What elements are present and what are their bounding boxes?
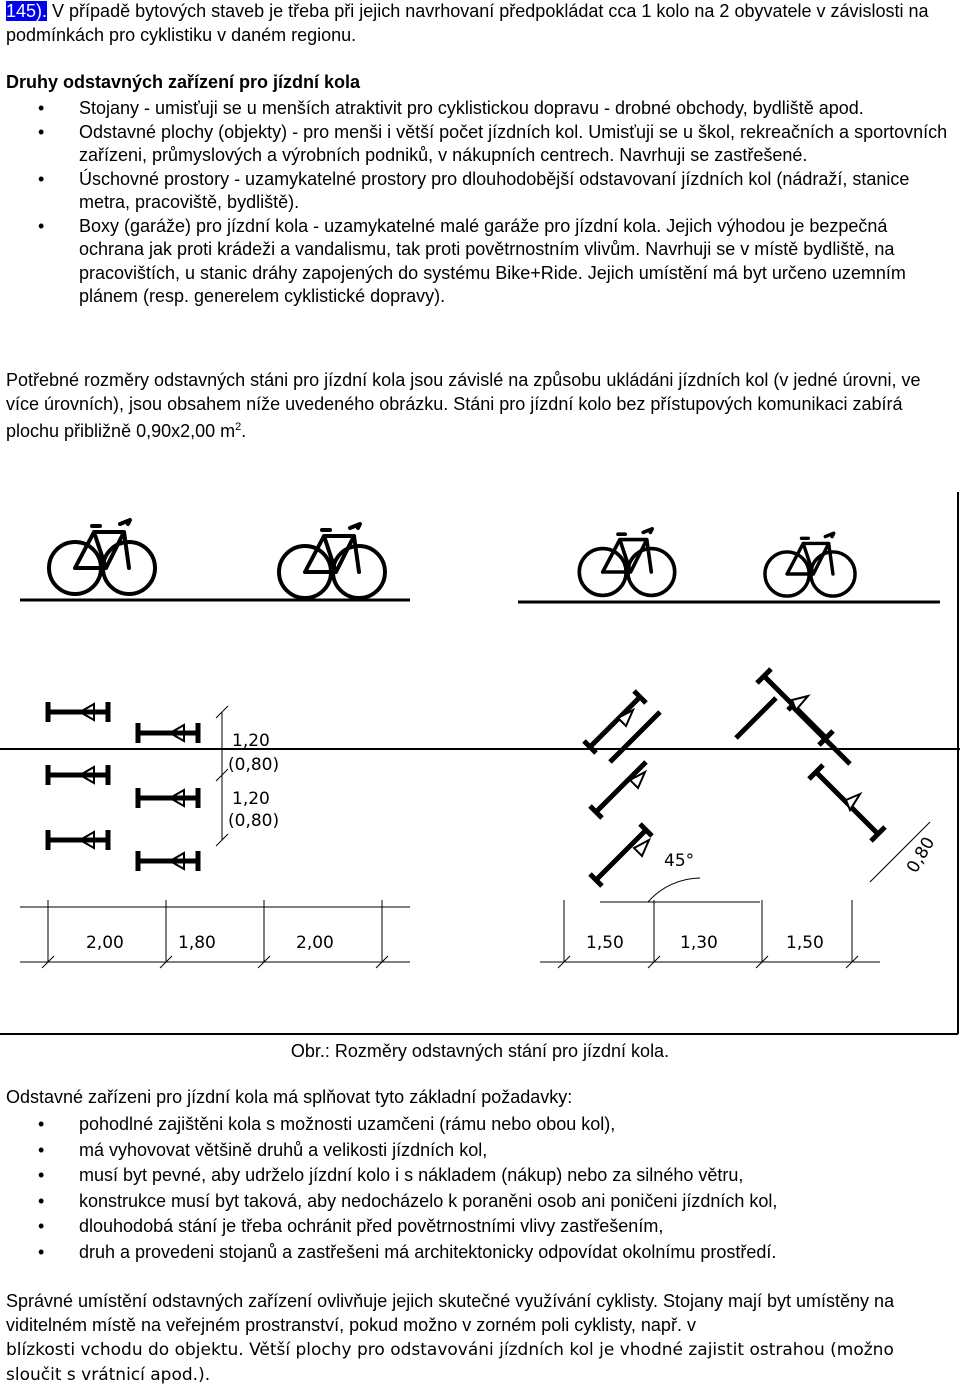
dim-label: 2,00 xyxy=(86,933,124,953)
item-number: 145). xyxy=(6,1,48,21)
requirements-intro: Odstavné zařízeni pro jízdní kola má splňovat tyto základní požadavky: xyxy=(6,1087,573,1107)
superscript: 2 xyxy=(235,421,242,433)
list-item: • má vyhovovat většině druhů a velikosti jízdních kol, xyxy=(0,1138,954,1164)
dim-label: (0,80) xyxy=(228,811,280,831)
placement-paragraph-cont: blízkosti vchodu do objektu. Větší plochy pro odstavováni jízdních kol je vhodné zajistit ostrahou (možno sloučit s vrátnicí apod.). xyxy=(6,1340,894,1385)
list-item: • pohodlné zajištěni kola s možnosti uzamčeni (rámu nebo obou kol), xyxy=(0,1112,954,1138)
bike-icon xyxy=(579,529,674,596)
angle-label: 45° xyxy=(664,851,695,871)
intro-text: V případě bytových staveb je třeba při jejich navrhovaní předpokládat cca 1 kolo na 2 obyvatele v závislosti na podmínkách pro cyklistiku v daném regionu. xyxy=(6,1,929,45)
list-item: • Stojany - umisťuji se u menších atraktivit pro cyklistickou dopravu - drobné obchody, bydliště apod. xyxy=(0,97,954,121)
dim-label: 1,50 xyxy=(786,933,824,953)
list-item: • Úschovné prostory - uzamykatelné prostory pro dlouhodobější odstavovaní jízdních kol (nádraží, stanice metra, pracoviště, bydliště). xyxy=(0,168,954,215)
dim-label: 1,30 xyxy=(680,933,718,953)
bicycle-parking-diagram xyxy=(0,462,960,1042)
requirements-list xyxy=(0,1112,954,1265)
placement-paragraph: Správné umístění odstavných zařízení ovlivňuje jejich skutečné využívání cyklisty. Stojany mají byt umístěny na viditelném místě na veřejném prostranství, pokud možno v zorném poli cyklisty, např. v xyxy=(6,1291,895,1335)
dimensions-end: . xyxy=(241,421,247,441)
bike-icon xyxy=(49,520,155,594)
list-item: • dlouhodobá stání je třeba ochránit před povětrnostními vlivy zastřešením, xyxy=(0,1214,954,1240)
section-heading: Druhy odstavných zařízení pro jízdní kola xyxy=(6,72,361,92)
dim-label: 1,80 xyxy=(178,933,216,953)
figure-caption: Obr.: Rozměry odstavných stání pro jízdní kola. xyxy=(290,1041,670,1061)
parking-types-list xyxy=(0,97,954,309)
list-item: • druh a provedeni stojanů a zastřešeni má architektonicky odpovídat okolnímu prostředí. xyxy=(0,1240,954,1266)
dim-label: (0,80) xyxy=(228,755,280,775)
bike-icon xyxy=(765,533,855,596)
dim-label: 1,50 xyxy=(586,933,624,953)
list-item: • Odstavné plochy (objekty) - pro menši i větší počet jízdních kol. Umisťuji se u škol, rekreačních a sportovních zařízeni, průmyslových a výrobních podniků, v nákupních centrech. Navrhuji se zastřešené. xyxy=(0,121,954,168)
list-item: • konstrukce musí byt taková, aby nedocházelo k poraněni osob ani poničeni jízdních kol, xyxy=(0,1189,954,1215)
list-item: • Boxy (garáže) pro jízdní kola - uzamykatelné malé garáže pro jízdní kola. Jejich výhodou je bezpečná ochrana jak proti krádeži a vandalismu, tak proti povětrnostním vlivům. Navrhuji se v místě bydliště, na pracovištích, u stanic dráhy zapojených do systému Bike+Ride. Jejich umístění má byt určeno uzemním plánem (resp. generelem cyklistické dopravy). xyxy=(0,215,954,309)
dimensions-text: Potřebné rozměry odstavných stáni pro jízdní kola jsou závislé na způsobu ukládáni jízdních kol (v jedné úrovni, ve více úrovních), jsou obsahem níže uvedeného obrázku. Stáni pro jízdní kolo bez přístupových komunikaci zabírá plochu přibližně 0,90x2,00 m xyxy=(6,370,921,441)
dim-label: 2,00 xyxy=(296,933,334,953)
diag-label: 0,80 xyxy=(903,833,940,877)
dim-label: 1,20 xyxy=(232,789,270,809)
intro-paragraph xyxy=(6,0,954,47)
dimensions-paragraph xyxy=(6,369,954,444)
dim-label: 1,20 xyxy=(232,731,270,751)
bike-icon xyxy=(279,524,385,598)
list-item: • musí byt pevné, aby udrželo jízdní kolo i s nákladem (nákup) nebo za silného větru, xyxy=(0,1163,954,1189)
